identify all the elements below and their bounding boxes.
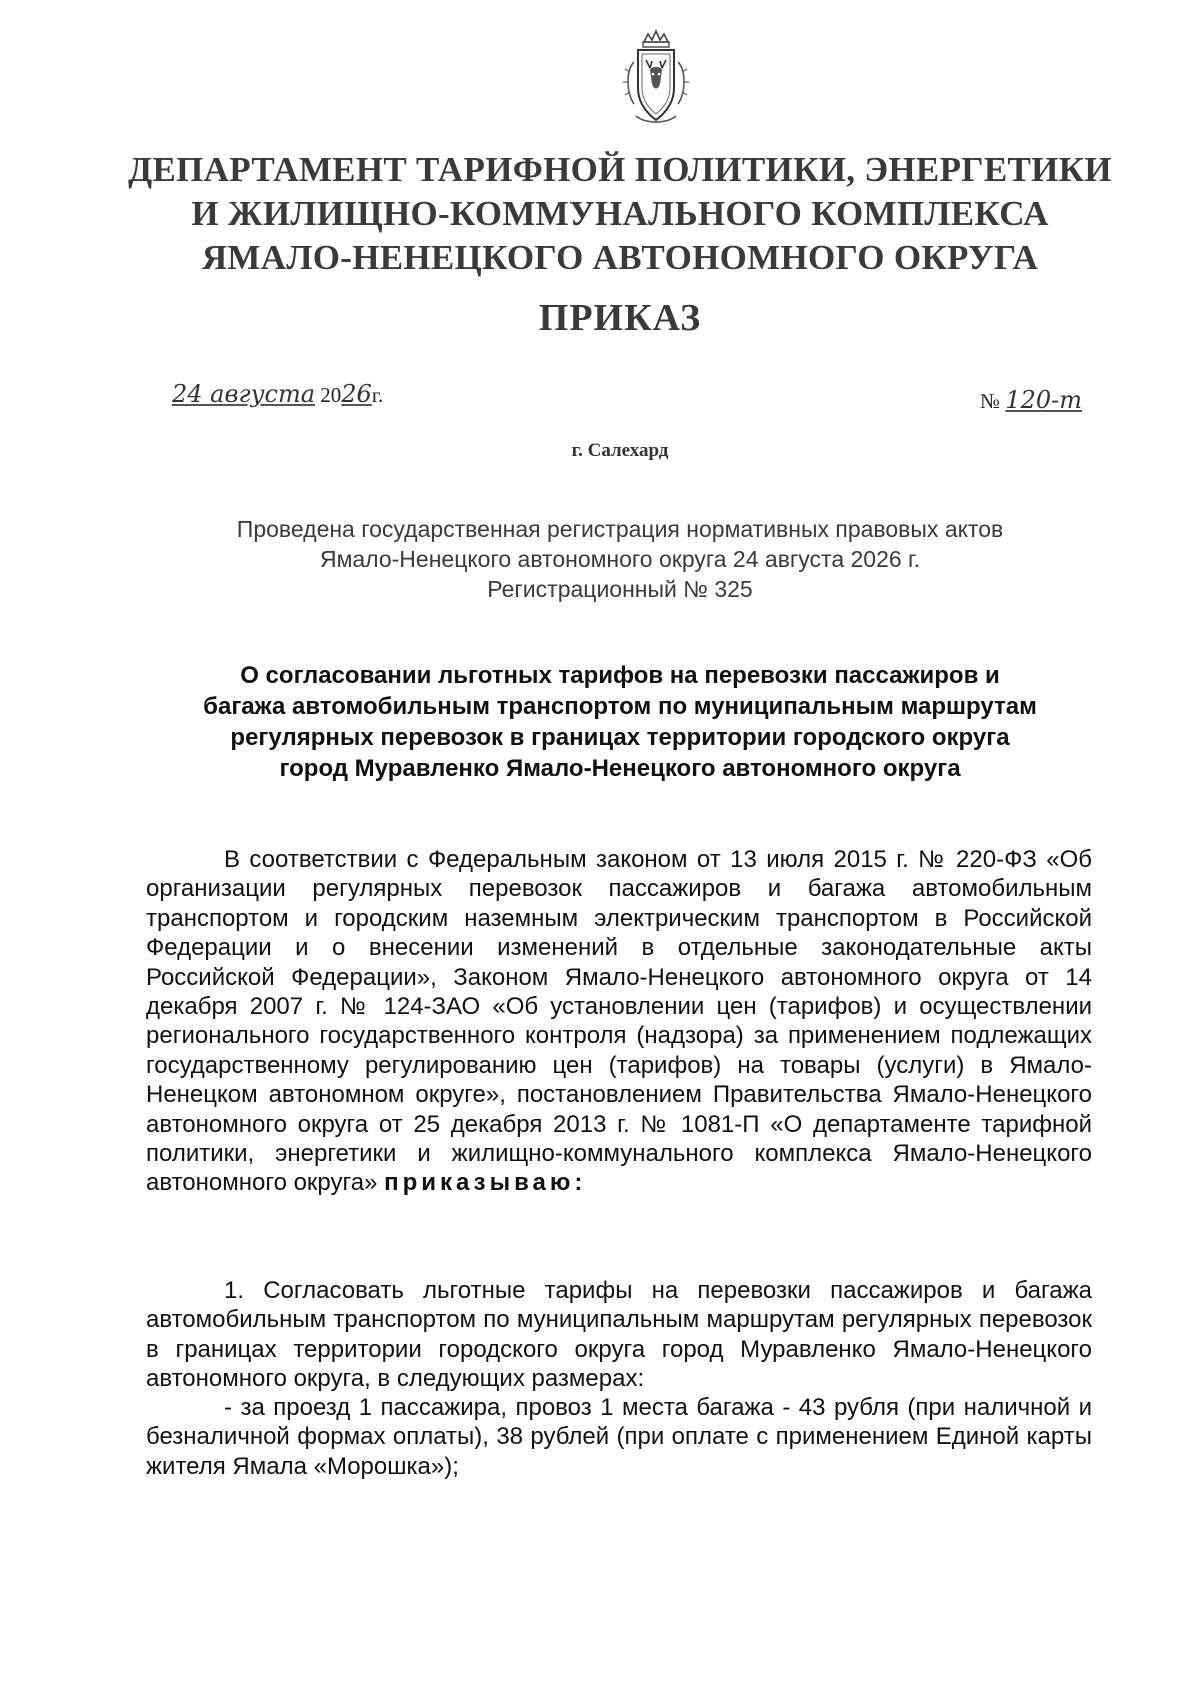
department-line: ДЕПАРТАМЕНТ ТАРИФНОЙ ПОЛИТИКИ, ЭНЕРГЕТИКИ — [128, 150, 1112, 189]
handwritten-date: 24 августа — [172, 380, 316, 408]
item-1-paragraph: 1. Согласовать льготные тарифы на перевозки пассажиров и багажа автомобильным транспортом по муниципальным маршрутам регулярных перевозок в границах территории городского округа город Муравленко Ямало-Ненецкого автономного округа, в следующих размерах: — [146, 1277, 1092, 1393]
subject-line: багажа автомобильным транспортом по муниципальным маршрутам — [203, 693, 1037, 720]
order-date — [172, 380, 383, 408]
yamal-nenets-coat-of-arms-icon — [620, 28, 692, 128]
registration-line: Регистрационный № 325 — [487, 576, 753, 602]
number-prefix: № — [980, 389, 1001, 413]
subject-line: город Муравленко Ямало-Ненецкого автономного округа — [279, 755, 961, 782]
handwritten-year: 26 — [341, 380, 372, 408]
city-name: г. Салехард — [571, 440, 669, 461]
year-suffix: г. — [371, 383, 384, 407]
order-word: приказываю: — [384, 1169, 587, 1197]
year-prefix: 20 — [320, 383, 342, 407]
preamble-paragraph — [146, 845, 1092, 1198]
registration-line: Проведена государственная регистрация нормативных правовых актов — [236, 516, 1004, 542]
document-type-title: ПРИКАЗ — [538, 297, 702, 339]
registration-line: Ямало-Ненецкого автономного округа 24 августа 2026 г. — [319, 546, 921, 572]
item-1-bullet: - за проезд 1 пассажира, провоз 1 места багажа - 43 рубля (при наличной и безналичной формах оплаты), 38 рублей (при оплате с применением Единой карты жителя Ямала «Морошка»); — [146, 1394, 1092, 1480]
subject-line: О согласовании льготных тарифов на перевозки пассажиров и — [240, 662, 1000, 689]
subject-line: регулярных перевозок в границах территории городского округа — [230, 724, 1010, 751]
order-subject — [150, 660, 1090, 784]
preamble-text: В соответствии с Федеральным законом от 13 июля 2015 г. № 220-ФЗ «Об организации регулярных перевозок пассажиров и багажа автомобильным транспортом и городским наземным электрическим транспортом в Российской Федерации и о внесении изменений в отдельные законодательные акты Российской Федерации», Законом Ямало-Ненецкого автономного округа от 14 декабря 2007 г. № 124-ЗАО «Об установлении цен (тарифов) и осуществлении регионального государственного контроля (надзора) за применением подлежащих государственному регулированию цен (тарифов) на товары (услуги) в Ямало-Ненецком автономном округе», постановлением Правительства Ямало-Ненецкого автономного округа от 25 декабря 2013 г. № 1081-П «О департаменте тарифной политики, энергетики и жилищно-коммунального комплекса Ямало-Ненецкого автономного округа» — [146, 846, 1092, 1197]
department-line: ЯМАЛО-НЕНЕЦКОГО АВТОНОМНОГО ОКРУГА — [201, 238, 1039, 277]
department-name — [120, 148, 1120, 280]
department-line: И ЖИЛИЩНО-КОММУНАЛЬНОГО КОМПЛЕКСА — [191, 194, 1049, 233]
order-number — [980, 386, 1082, 414]
registration-stamp — [160, 514, 1080, 604]
handwritten-number: 120-т — [1005, 386, 1082, 414]
